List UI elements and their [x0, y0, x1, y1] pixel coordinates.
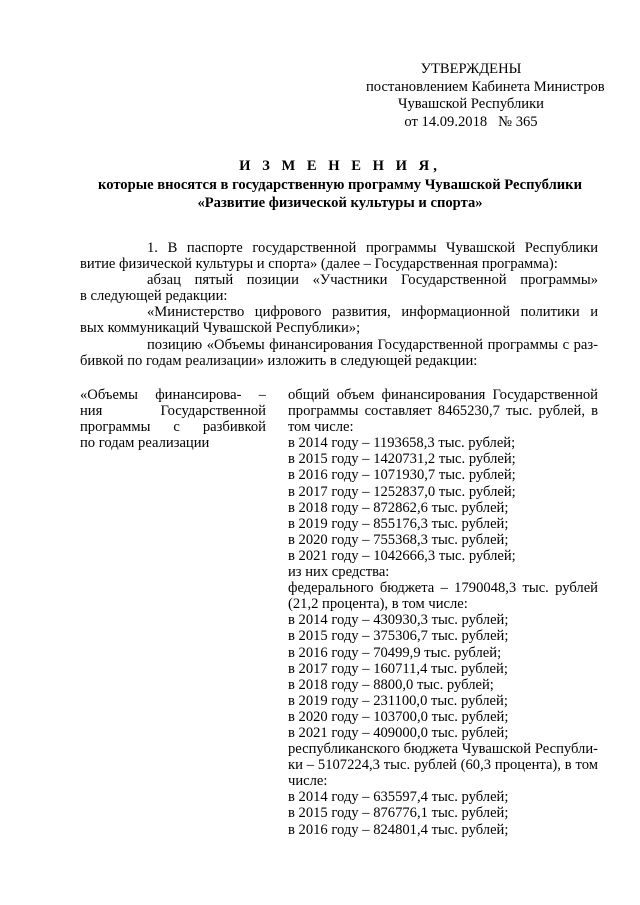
- document-title: [80, 157, 600, 213]
- text-line: в 2019 году – 855176,3 тыс. рублей;: [288, 515, 509, 532]
- table-right-cell: [288, 387, 598, 838]
- text-line: в 2017 году – 160711,4 тыс. рублей;: [288, 660, 508, 677]
- text-line: (21,2 процента), в том числе:: [288, 596, 468, 613]
- approval-line: от 14.09.2018 № 365: [404, 113, 538, 130]
- approval-line: постановлением Кабинета Министров: [366, 78, 605, 95]
- text-line: в 2016 году – 824801,4 тыс. рублей;: [288, 821, 509, 838]
- text-line: позицию «Объемы финансирования Государственной программы с раз-: [147, 336, 598, 353]
- text-line: бивкой по годам реализации» изложить в следующей редакции:: [80, 352, 478, 369]
- text-line: в 2016 году – 70499,9 тыс. рублей;: [288, 644, 502, 661]
- text-line: в 2018 году – 8800,0 тыс. рублей;: [288, 676, 494, 693]
- text-line: том числе:: [288, 419, 354, 436]
- text-line: в 2020 году – 103700,0 тыс. рублей;: [288, 708, 509, 725]
- text-line: витие физической культуры и спорта» (далее – Государственная программа):: [80, 256, 558, 273]
- text-line: в 2014 году – 430930,3 тыс. рублей;: [288, 612, 509, 629]
- title-main: И З М Е Н Е Н И Я,: [239, 158, 441, 174]
- text-line: «Объемы финансирова- –: [80, 387, 266, 403]
- table-left-cell: [80, 387, 266, 451]
- text-line: в 2015 году – 1420731,2 тыс. рублей;: [288, 451, 516, 468]
- text-line: в 2019 году – 231100,0 тыс. рублей;: [288, 692, 508, 709]
- text-line: абзац пятый позиции «Участники Государственной программы»: [147, 272, 598, 289]
- text-line: в 2020 году – 755368,3 тыс. рублей;: [288, 531, 509, 548]
- text-line: ки – 5107224,3 тыс. рублей (60,3 процента), в том: [288, 757, 598, 774]
- text-line: в 2018 году – 872862,6 тыс. рублей;: [288, 499, 509, 516]
- text-line: в 2021 году – 409000,0 тыс. рублей;: [288, 724, 509, 741]
- text-line: в 2016 году – 1071930,7 тыс. рублей;: [288, 467, 516, 484]
- text-line: по годам реализации: [80, 435, 210, 452]
- title-line: которые вносятся в государственную программу Чувашской Республики: [98, 176, 582, 193]
- text-line: ния Государственной: [80, 403, 266, 420]
- text-line: в 2021 году – 1042666,3 тыс. рублей;: [288, 547, 516, 564]
- text-line: программы с разбивкой: [80, 419, 266, 436]
- text-line: программы составляет 8465230,7 тыс. рублей, в: [288, 403, 598, 420]
- intro-paragraphs: [80, 240, 598, 369]
- text-line: в 2015 году – 375306,7 тыс. рублей;: [288, 628, 509, 645]
- text-line: общий объем финансирования Государственной: [288, 387, 598, 403]
- text-line: из них средства:: [288, 564, 390, 581]
- text-line: «Министерство цифрового развития, информационной политики и: [147, 304, 598, 321]
- approval-line: Чувашской Республики: [398, 96, 544, 113]
- text-line: в 2015 году – 876776,1 тыс. рублей;: [288, 805, 509, 822]
- text-line: числе:: [288, 773, 328, 790]
- text-line: в 2014 году – 1193658,3 тыс. рублей;: [288, 435, 516, 452]
- approval-heading: УТВЕРЖДЕНЫ: [420, 61, 522, 77]
- text-line: федерального бюджета – 1790048,3 тыс. рублей: [288, 580, 598, 597]
- text-line: вых коммуникаций Чувашской Республики»;: [80, 320, 361, 337]
- text-line: в 2014 году – 635597,4 тыс. рублей;: [288, 789, 509, 806]
- text-line: республиканского бюджета Чувашской Республи-: [288, 741, 598, 758]
- text-line: в 2017 году – 1252837,0 тыс. рублей;: [288, 483, 516, 500]
- text-line: в следующей редакции:: [80, 288, 228, 305]
- title-line: «Развитие физической культуры и спорта»: [197, 195, 483, 211]
- text-line: 1. В паспорте государственной программы Чувашской Республики: [147, 240, 598, 256]
- approval-block: [366, 61, 606, 131]
